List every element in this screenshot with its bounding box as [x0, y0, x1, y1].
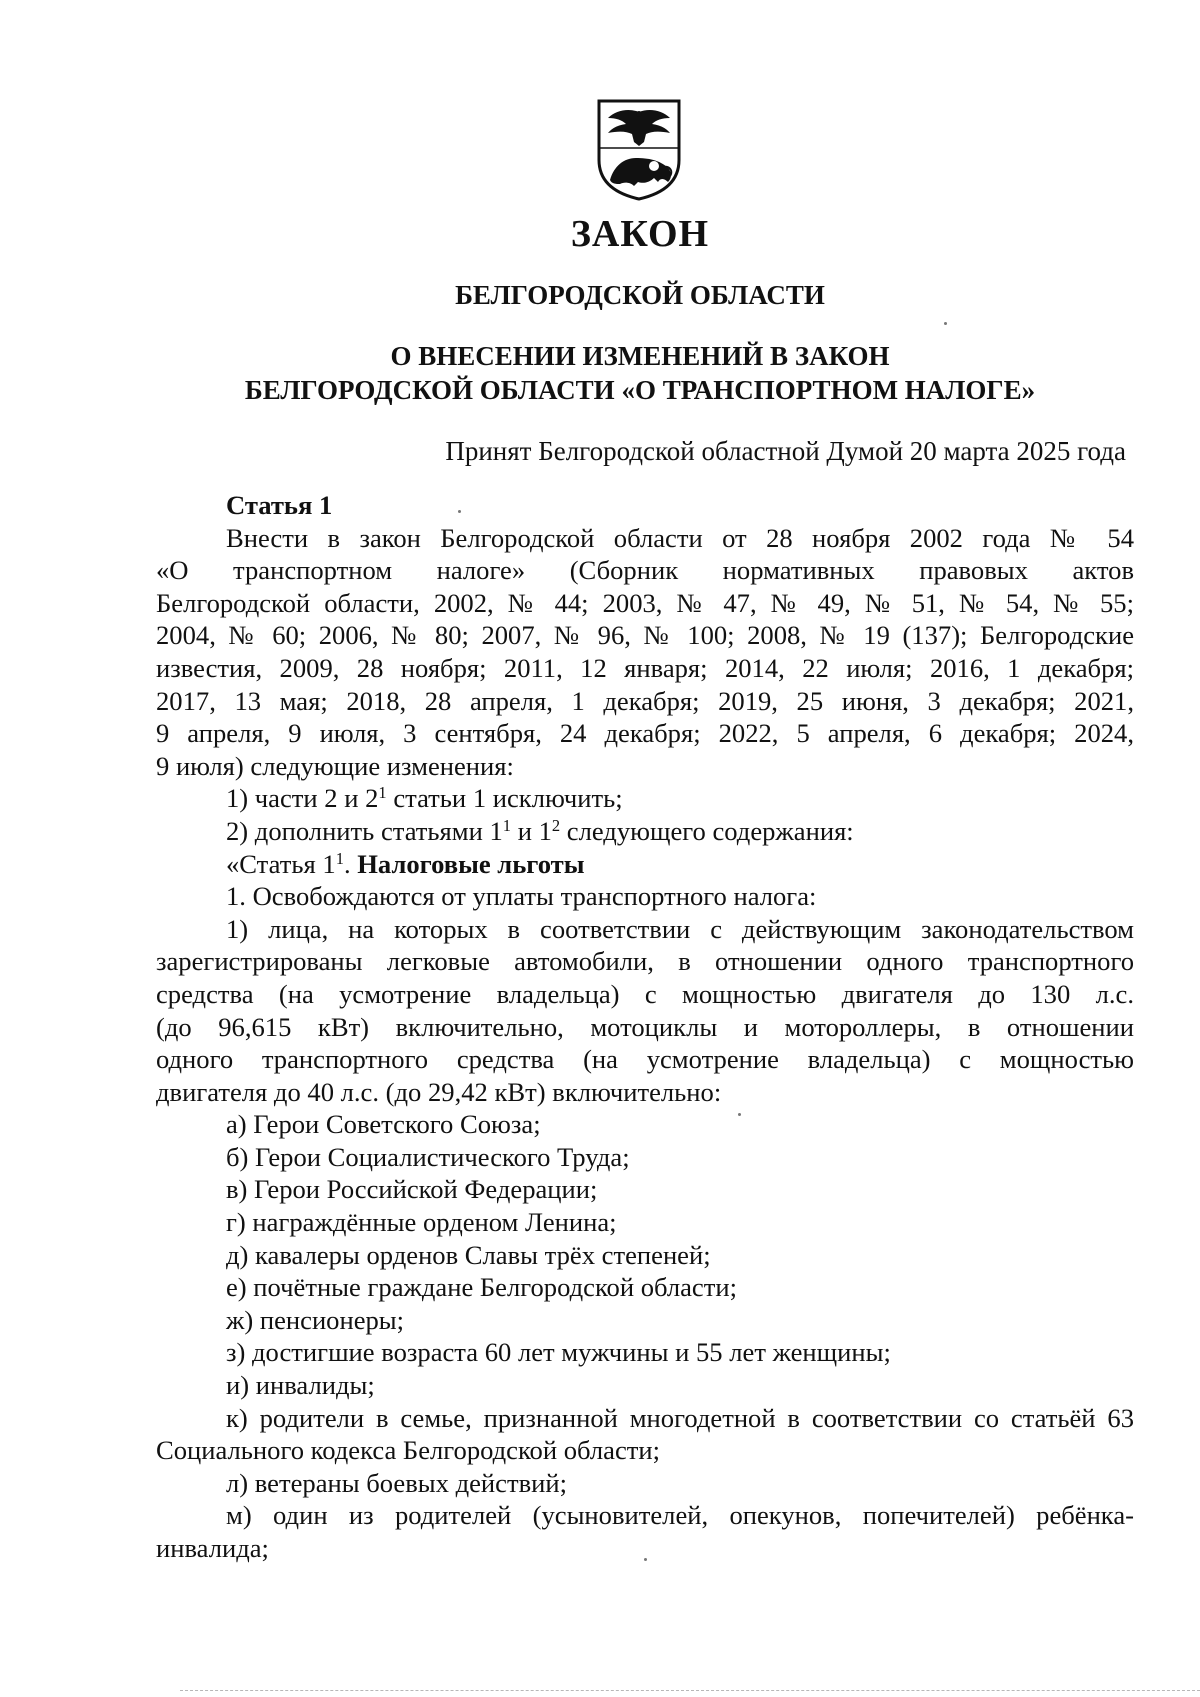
change-item-2-post: следующего содержания:: [560, 815, 854, 846]
superscript: 2: [551, 815, 561, 835]
change-item-2: [156, 815, 1134, 848]
belgorod-coat-of-arms-icon: [594, 98, 684, 202]
new-article-heading: [156, 848, 1134, 881]
list-item: и) инвалиды;: [226, 1370, 375, 1401]
text-line: 2004, № 60; 2006, № 80; 2007, № 96, № 100; 2008, № 19 (137); Белгородские: [156, 620, 1134, 651]
part-1: 1. Освобождаются от уплаты транспортного налога:: [226, 881, 817, 912]
scan-edge-line: [180, 1690, 1200, 1691]
change-item-2-mid: и 1: [511, 815, 552, 846]
adoption-note: Принят Белгородской областной Думой 20 марта 2025 года: [445, 436, 1126, 466]
list-item: л) ветераны боевых действий;: [226, 1467, 567, 1498]
document-region: БЕЛГОРОДСКОЙ ОБЛАСТИ: [455, 280, 825, 310]
change-item-1-pre: 1) части 2 и 2: [226, 783, 379, 814]
text-line: одного транспортного средства (на усмотрение владельца) с мощностью: [156, 1044, 1134, 1075]
text-line: 1) лица, на которых в соответствии с действующим законодательством: [226, 913, 1134, 944]
text-line: 9 апреля, 9 июля, 3 сентября, 24 декабря; 2022, 5 апреля, 6 декабря; 2024,: [156, 718, 1134, 749]
text-line: Социального кодекса Белгородской области;: [156, 1435, 661, 1466]
superscript: 1: [502, 815, 512, 835]
list-item: а) Герои Советского Союза;: [226, 1109, 541, 1140]
list-item: в) Герои Российской Федерации;: [226, 1174, 598, 1205]
text-line: известия, 2009, 28 ноября; 2011, 12 января; 2014, 22 июля; 2016, 1 декабря;: [156, 652, 1134, 683]
document-title: ЗАКОН: [570, 213, 710, 255]
list-item: е) почётные граждане Белгородской области;: [226, 1272, 737, 1303]
change-item-1-post: статьи 1 исключить;: [386, 783, 623, 814]
list-item: г) награждённые орденом Ленина;: [226, 1207, 617, 1238]
scan-speck: [738, 1113, 741, 1116]
article-heading: Статья 1: [226, 490, 333, 520]
text-line: средства (на усмотрение владельца) с мощностью двигателя до 130 л.с.: [156, 978, 1134, 1009]
list-item: б) Герои Социалистического Труда;: [226, 1141, 630, 1172]
document-body: [156, 489, 1134, 1565]
list-item: к) родители в семье, признанной многодетной в соответствии со статьёй 63: [226, 1402, 1134, 1433]
text-line: 2017, 13 мая; 2018, 28 апреля, 1 декабря; 2019, 25 июня, 3 декабря; 2021,: [156, 685, 1134, 716]
new-article-title: Налоговые льготы: [357, 848, 585, 879]
new-article-dot: .: [343, 848, 358, 879]
scan-speck: [944, 322, 947, 325]
list-item: д) кавалеры орденов Славы трёх степеней;: [226, 1239, 711, 1270]
text-line: (до 96,615 кВт) включительно, мотоциклы и мотороллеры, в отношении: [156, 1011, 1134, 1042]
superscript: 1: [335, 848, 344, 868]
text-line: зарегистрированы легковые автомобили, в отношении одного транспортного: [156, 946, 1134, 977]
text-line: Белгородской области, 2002, № 44; 2003, № 47, № 49, № 51, № 54, № 55;: [156, 587, 1134, 618]
text-line: инвалида;: [156, 1533, 269, 1563]
scan-speck: [458, 510, 461, 513]
document-subject-line-2: БЕЛГОРОДСКОЙ ОБЛАСТИ «О ТРАНСПОРТНОМ НАЛОГЕ»: [244, 375, 1036, 405]
list-item: м) один из родителей (усыновителей, опекунов, попечителей) ребёнка-: [226, 1500, 1134, 1531]
text-line: «О транспортном налоге» (Сборник нормативных правовых актов: [156, 555, 1134, 586]
text-line: 9 июля) следующие изменения:: [156, 750, 514, 781]
superscript: 1: [378, 783, 387, 803]
list-item: з) достигшие возраста 60 лет мужчины и 55 лет женщины;: [226, 1337, 891, 1368]
text-line: Внести в закон Белгородской области от 28 ноября 2002 года № 54: [226, 522, 1134, 553]
document-subject-line-1: О ВНЕСЕНИИ ИЗМЕНЕНИЙ В ЗАКОН: [390, 341, 890, 371]
text-line: двигателя до 40 л.с. (до 29,42 кВт) включительно:: [156, 1076, 722, 1107]
change-item-1: [156, 782, 1134, 815]
new-article-number: «Статья 1: [226, 848, 336, 879]
list-item: ж) пенсионеры;: [226, 1304, 405, 1335]
scan-speck: [644, 1558, 647, 1561]
document-subject: [0, 339, 1200, 407]
change-item-2-pre: 2) дополнить статьями 1: [226, 815, 503, 846]
